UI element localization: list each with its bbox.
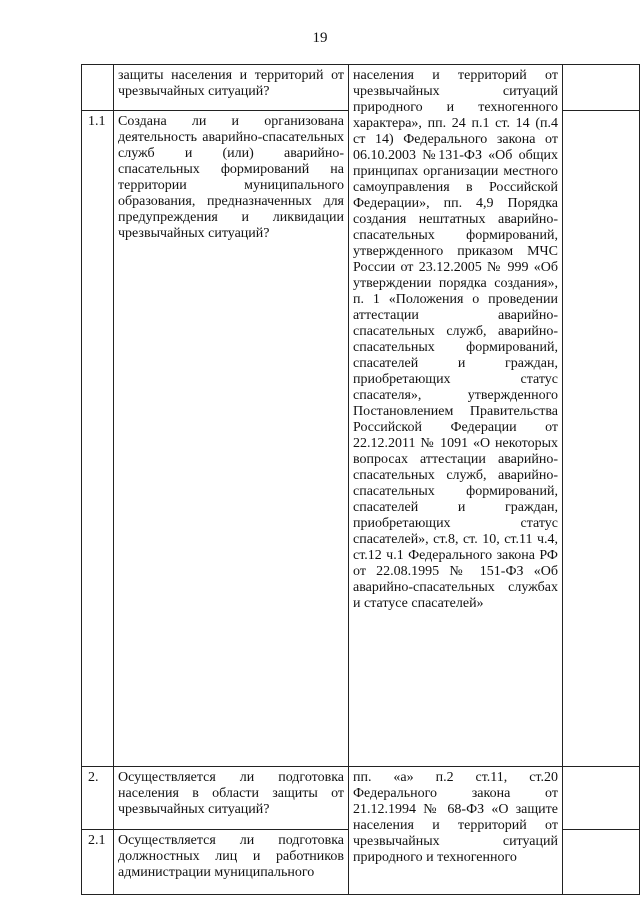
requirements-table: [81, 64, 640, 895]
table-row: [82, 767, 640, 830]
page-number: 19: [312, 30, 328, 46]
legal-reference-cell: населения и территорий от чрезвычайных ситуаций природного и техногенного характера», пп. 24 п.1 ст. 14 (п.4 ст 14) Федерального закона от 06.10.2003 №131-ФЗ «Об общих принципах организации местного самоуправления в Российской Федерации», пп. 4,9 Порядка создания нештатных аварийно-спасательных формирований, утвержденного приказом МЧС России от 23.12.2005 № 999 «Об утверждении порядка создания», п. 1 «Положения о проведении аттестации аварийно-спасательных служб, аварийно-спасательных формирований, спасателей и граждан, приобретающих статус спасателя», утвержденного Постановлением Правительства Российской Федерации от 22.12.2011 № 1091 «О некоторых вопросах аттестации аварийно-спасательных служб, аварийно-спасательных формирований, спасателей и граждан, приобретающих статус спасателей», ст.8, ст. 10, ст.11 ч.4, ст.12 ч.1 Федерального закона РФ от 22.08.1995 № 151-ФЗ «Об аварийно-спасательных службах и статусе спасателей»: [349, 65, 563, 767]
row-number: 2.1: [82, 830, 114, 895]
question-cell: Создана ли и организована деятельность аварийно-спасательных служб и (или) аварийно-спасательных формирований на территории муниципального образования, предназначенных для предупреждения и ликвидации чрезвычайных ситуаций?: [114, 111, 349, 767]
notes-cell: [563, 830, 640, 895]
row-number: [82, 65, 114, 111]
notes-cell: [563, 767, 640, 830]
notes-cell: [563, 111, 640, 767]
question-cell: защиты населения и территорий от чрезвычайных ситуаций?: [114, 65, 349, 111]
question-cell: Осуществляется ли подготовка должностных лиц и работников администрации муниципального: [114, 830, 349, 895]
notes-cell: [563, 65, 640, 111]
legal-reference-cell: пп. «а» п.2 ст.11, ст.20 Федерального закона от 21.12.1994 № 68-ФЗ «О защите населения и территорий от чрезвычайных ситуаций природного и техногенного: [349, 767, 563, 895]
row-number: 2.: [82, 767, 114, 830]
table-row: [82, 65, 640, 111]
question-cell: Осуществляется ли подготовка населения в области защиты от чрезвычайных ситуаций?: [114, 767, 349, 830]
row-number: 1.1: [82, 111, 114, 767]
